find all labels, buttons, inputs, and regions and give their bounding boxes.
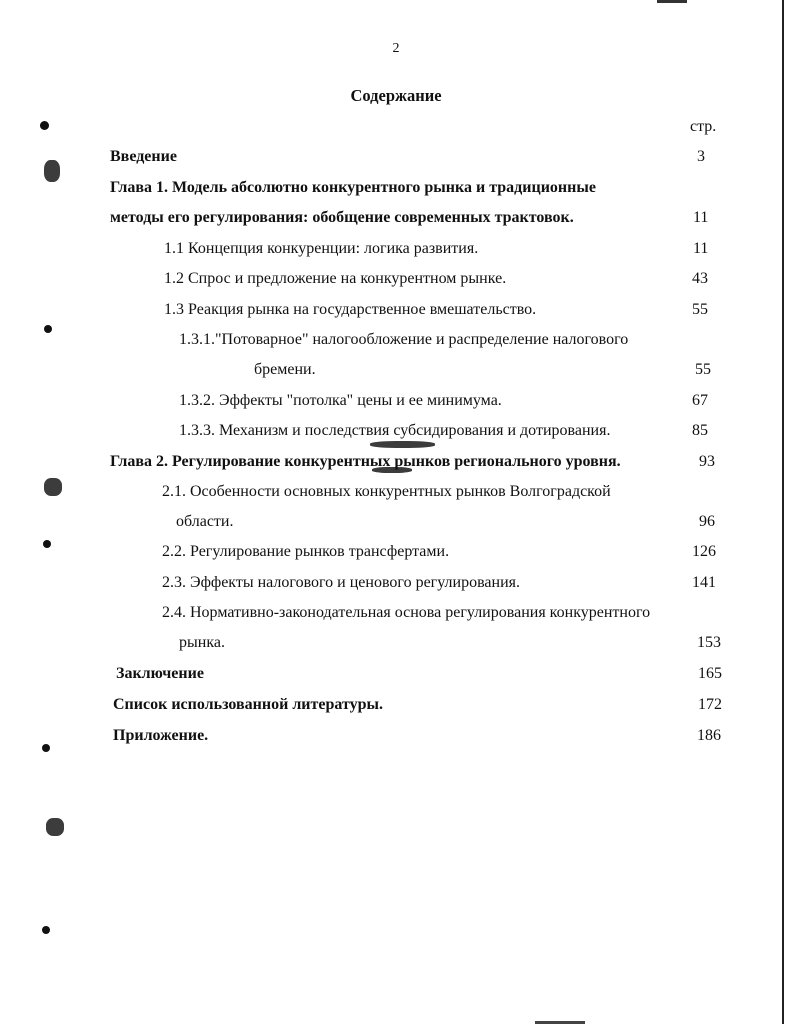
toc-entry-page: 11: [693, 209, 709, 226]
ink-blot: [44, 478, 62, 496]
punch-hole: [40, 121, 49, 130]
ink-blot: [46, 818, 64, 836]
toc-entry-title-cont: бремени.: [254, 361, 316, 378]
toc-entry-page: 93: [699, 453, 715, 470]
toc-entry-page: 11: [693, 240, 709, 257]
toc-entry-title: 1.3 Реакция рынка на государственное вмешательство.: [164, 301, 537, 318]
toc-entry-page: 55: [692, 301, 708, 318]
scan-mark: [657, 0, 687, 3]
toc-entry-title: Глава 2. Регулирование конкурентных рынков регионального уровня.: [110, 453, 621, 470]
toc-entry-title: 2.1. Особенности основных конкурентных рынков Волгоградской: [162, 483, 611, 500]
toc-entry-title: 2.3. Эффекты налогового и ценового регулирования.: [162, 574, 521, 591]
page-number: 2: [392, 41, 400, 56]
toc-entry-title: 2.4. Нормативно-законодательная основа регулирования конкурентного: [162, 604, 651, 621]
toc-entry-title: 1.3.2. Эффекты "потолка" цены и ее минимума.: [179, 392, 502, 409]
toc-entry-page: 165: [698, 665, 722, 682]
toc-entry-page: 186: [697, 727, 721, 744]
toc-entry-page: 55: [695, 361, 711, 378]
toc-entry-page: 153: [697, 634, 721, 651]
toc-entry-page: 141: [692, 574, 716, 591]
page-column-header: стр.: [690, 118, 717, 135]
punch-hole: [44, 325, 52, 333]
toc-entry-title: Список использованной литературы.: [113, 696, 383, 713]
toc-entry-title: 1.3.1."Потоварное" налогообложение и распределение налогового: [179, 331, 629, 348]
toc-entry-title-cont: методы его регулирования: обобщение современных трактовок.: [110, 209, 574, 226]
ink-blot: [44, 160, 60, 182]
punch-hole: [42, 744, 50, 752]
toc-entry-title: 2.2. Регулирование рынков трансфертами.: [162, 543, 450, 560]
toc-entry-page: 67: [692, 392, 708, 409]
punch-hole: [43, 540, 51, 548]
toc-entry-title: 1.2 Спрос и предложение на конкурентном рынке.: [164, 270, 507, 287]
toc-entry-title: Введение: [110, 148, 177, 165]
toc-entry-title-cont: области.: [176, 513, 234, 530]
toc-entry-page: 126: [692, 543, 716, 560]
toc-entry-title-cont: рынка.: [179, 634, 225, 651]
punch-hole: [42, 926, 50, 934]
toc-entry-title: Заключение: [116, 665, 204, 682]
page-title: Содержание: [350, 86, 442, 105]
ink-blot: [370, 441, 435, 448]
toc-entry-page: 43: [692, 270, 708, 287]
toc-entry-page: 3: [697, 148, 705, 165]
toc-entry-page: 85: [692, 422, 708, 439]
toc-entry-title: 1.3.3. Механизм и последствия субсидирования и дотирования.: [179, 422, 611, 439]
toc-entry-title: 1.1 Концепция конкуренции: логика развития.: [164, 240, 479, 257]
toc-entry-page: 96: [699, 513, 715, 530]
page-edge: [782, 0, 784, 1024]
toc-entry-title: Глава 1. Модель абсолютно конкурентного рынка и традиционные: [110, 179, 596, 196]
toc-entry-page: 172: [698, 696, 722, 713]
toc-entry-title: Приложение.: [113, 727, 209, 744]
